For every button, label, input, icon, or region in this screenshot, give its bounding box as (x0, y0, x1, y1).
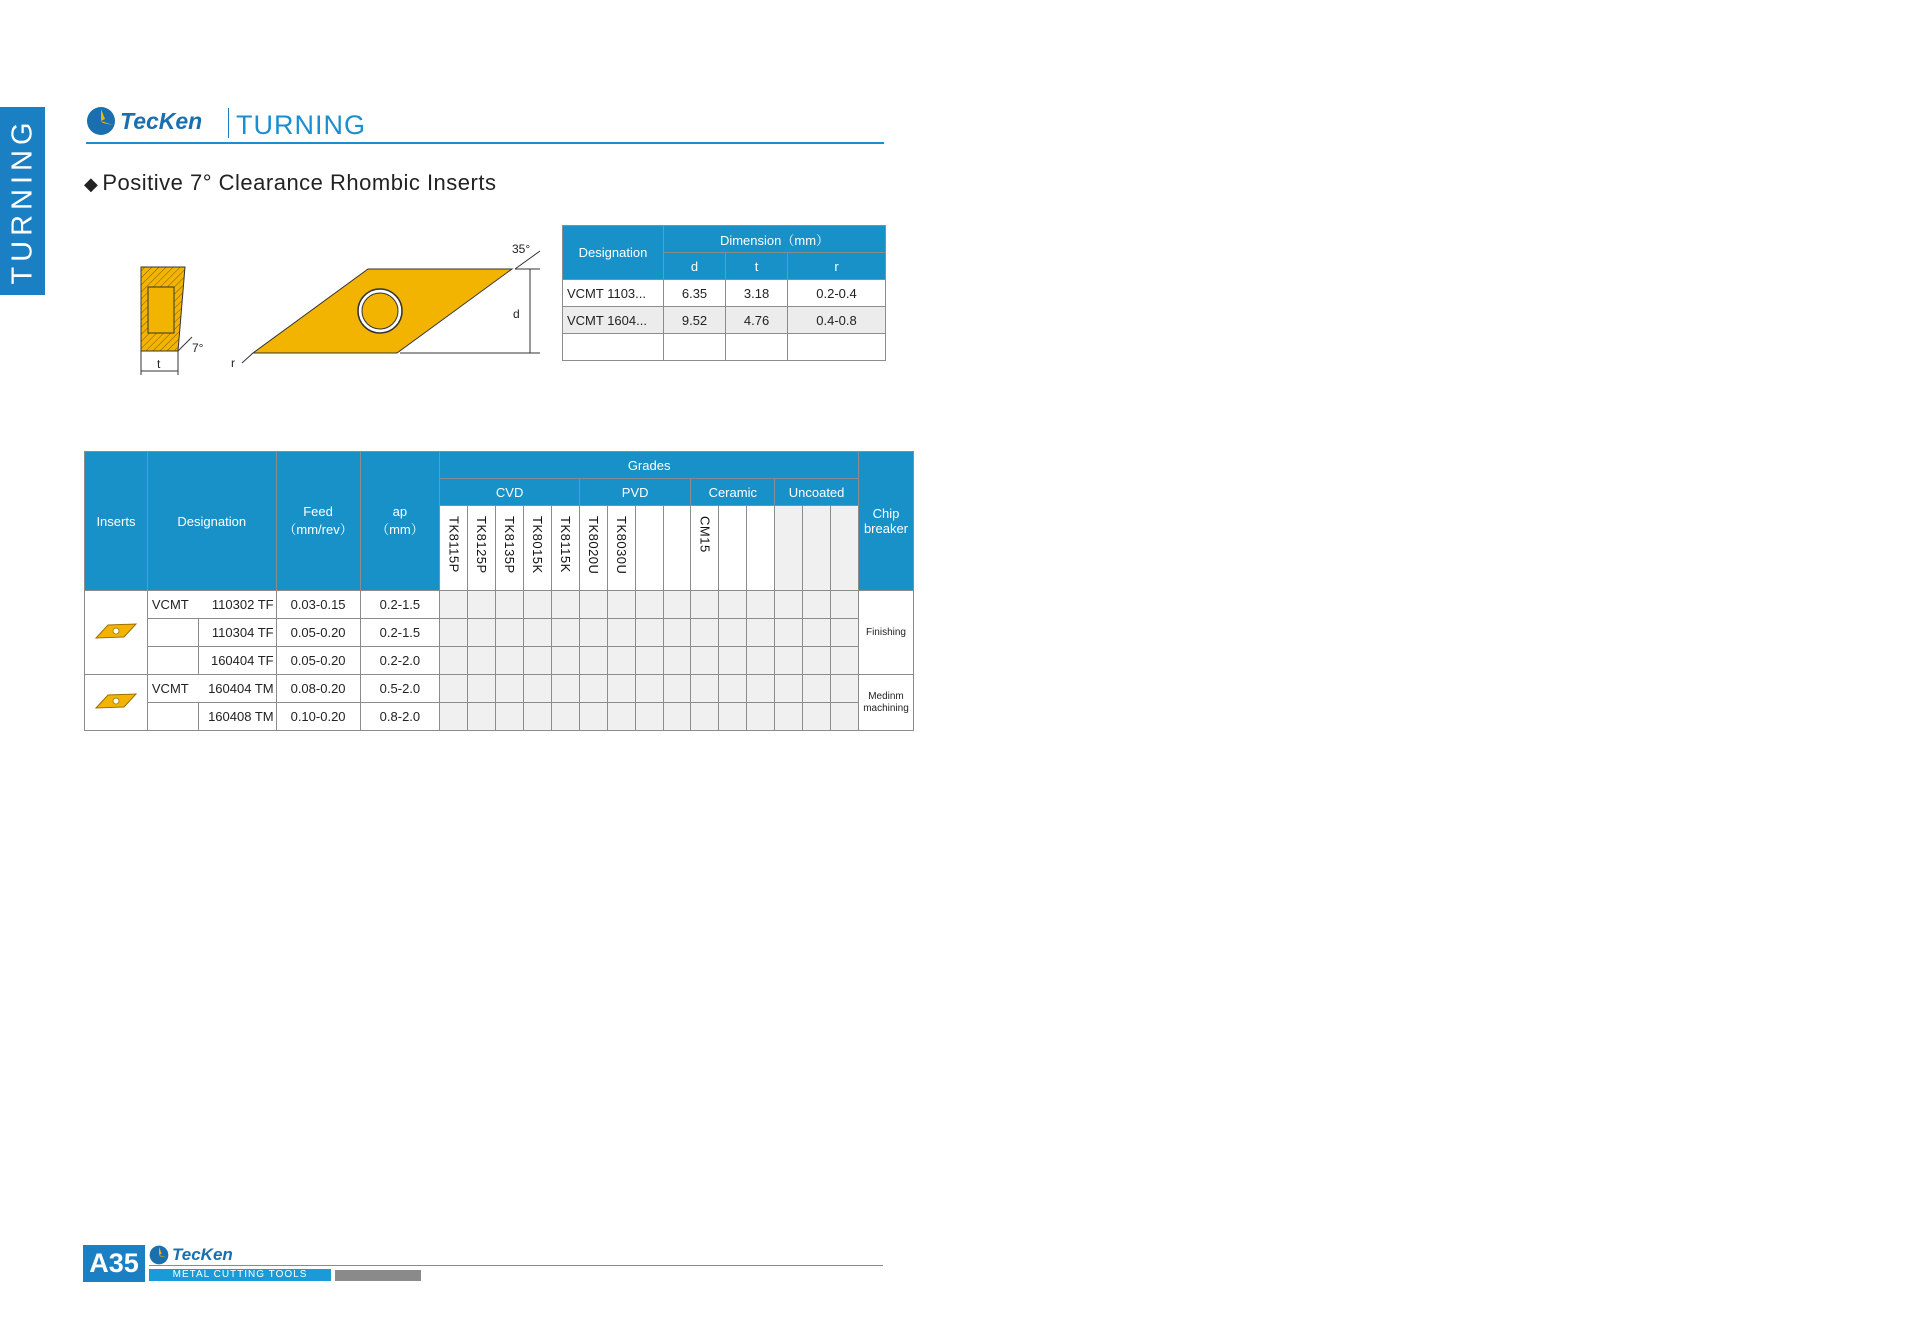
grade-header: TK8015K (524, 506, 552, 591)
grade-cell (663, 591, 691, 619)
grade-cell (775, 675, 803, 703)
grade-cell (691, 647, 719, 675)
grade-header (831, 506, 859, 591)
series-cell (147, 619, 198, 647)
ap-label: ap (392, 504, 408, 519)
grade-cell (747, 647, 775, 675)
col-ap-header (360, 452, 440, 591)
grade-cell (607, 619, 635, 647)
grade-cell (719, 703, 747, 731)
footer-gray-bar (335, 1270, 421, 1281)
grade-cell (831, 647, 859, 675)
grade-header: TK8020U (579, 506, 607, 591)
dimension-table (562, 225, 886, 361)
grade-header: TK8135P (496, 506, 524, 591)
grade-cell (803, 647, 831, 675)
insert-thumbnail-icon (93, 621, 139, 641)
side-tab (0, 107, 45, 295)
brand-name: TecKen (120, 108, 203, 134)
table-row (85, 591, 914, 619)
side-tab-label: TURNING (6, 117, 38, 285)
table-row (563, 334, 886, 361)
grade-cell (496, 703, 524, 731)
designation-cell: 160404 TM (198, 675, 276, 703)
grade-cell (468, 591, 496, 619)
dim-cell: 3.18 (726, 280, 788, 307)
grade-cell (803, 703, 831, 731)
grade-cell (552, 703, 580, 731)
designation-cell: 160404 TF (198, 647, 276, 675)
grades-header: Grades (440, 452, 859, 479)
grade-cell (496, 647, 524, 675)
grade-cell (552, 591, 580, 619)
col-feed-header (276, 452, 360, 591)
insert-image (85, 591, 148, 675)
grade-cell (552, 675, 580, 703)
grade-cell (607, 675, 635, 703)
feed-cell: 0.03-0.15 (276, 591, 360, 619)
col-inserts-header: Inserts (85, 452, 148, 591)
grade-cell (579, 591, 607, 619)
insert-image (85, 675, 148, 731)
grade-cell (775, 591, 803, 619)
designation-cell: 160408 TM (198, 703, 276, 731)
grade-cell (607, 647, 635, 675)
grade-header (747, 506, 775, 591)
feed-cell: 0.05-0.20 (276, 619, 360, 647)
grade-cell (691, 591, 719, 619)
grade-cell (552, 647, 580, 675)
dim-designation-header: Designation (563, 226, 664, 280)
grade-cell (719, 591, 747, 619)
table-row (85, 675, 914, 703)
group-cvd: CVD (440, 479, 580, 506)
grade-cell (775, 619, 803, 647)
label-t: t (157, 357, 161, 371)
insert-thumbnail-icon (93, 691, 139, 711)
page-title (84, 170, 496, 196)
dim-col-d: d (664, 253, 726, 280)
grade-cell (775, 703, 803, 731)
grade-cell (496, 591, 524, 619)
diamond-bullet-icon: ◆ (84, 174, 99, 194)
section-title: TURNING (236, 110, 366, 140)
label-r: r (231, 356, 235, 370)
series-cell: VCMT (147, 675, 198, 703)
grade-cell (635, 675, 663, 703)
header-divider (228, 108, 229, 138)
label-35-degree: 35° (512, 242, 531, 256)
dim-cell: VCMT 1103... (563, 280, 664, 307)
grade-cell (747, 619, 775, 647)
col-designation-header: Designation (147, 452, 276, 591)
grade-header: TK8125P (468, 506, 496, 591)
grade-cell (803, 619, 831, 647)
feed-cell: 0.05-0.20 (276, 647, 360, 675)
dim-dimension-header: Dimension（mm） (664, 226, 886, 253)
designation-cell: 110304 TF (198, 619, 276, 647)
brand-logo-icon (86, 106, 116, 136)
grade-cell (635, 619, 663, 647)
dim-cell: 6.35 (664, 280, 726, 307)
dim-cell (664, 334, 726, 361)
grade-cell (607, 591, 635, 619)
header-rule (86, 142, 884, 144)
grade-cell (524, 703, 552, 731)
designation-cell: 110302 TF (198, 591, 276, 619)
grade-cell (468, 647, 496, 675)
insert-side-view (141, 267, 204, 375)
col-chip-header: Chip breaker (858, 452, 913, 591)
grades-table (84, 451, 914, 731)
grade-cell (579, 619, 607, 647)
footer-logo-icon (149, 1245, 169, 1265)
dim-cell: VCMT 1604... (563, 307, 664, 334)
insert-diagram (130, 225, 550, 385)
grade-cell (440, 619, 468, 647)
grade-cell (775, 647, 803, 675)
grade-header (635, 506, 663, 591)
dim-cell (726, 334, 788, 361)
ap-cell: 0.2-2.0 (360, 647, 440, 675)
grade-cell (691, 675, 719, 703)
ap-cell: 0.5-2.0 (360, 675, 440, 703)
grade-cell (831, 703, 859, 731)
chip-breaker-cell: Medinm machining (858, 675, 913, 731)
grade-cell (747, 703, 775, 731)
feed-cell: 0.08-0.20 (276, 675, 360, 703)
group-uncoated: Uncoated (775, 479, 859, 506)
page-title-text: Positive 7° Clearance Rhombic Inserts (102, 170, 497, 195)
grade-header (663, 506, 691, 591)
dim-cell: 9.52 (664, 307, 726, 334)
insert-top-view (231, 242, 540, 370)
ap-cell: 0.2-1.5 (360, 619, 440, 647)
feed-cell: 0.10-0.20 (276, 703, 360, 731)
grade-cell (803, 591, 831, 619)
grade-cell (468, 703, 496, 731)
grade-cell (607, 703, 635, 731)
table-row (85, 647, 914, 675)
grade-cell (635, 703, 663, 731)
grade-cell (468, 675, 496, 703)
grade-header (775, 506, 803, 591)
grade-header (803, 506, 831, 591)
grade-cell (524, 647, 552, 675)
grade-header: TK8030U (607, 506, 635, 591)
label-d: d (513, 307, 520, 321)
grade-cell (468, 619, 496, 647)
dim-col-r: r (788, 253, 886, 280)
grade-cell (579, 647, 607, 675)
ap-cell: 0.8-2.0 (360, 703, 440, 731)
series-cell (147, 703, 198, 731)
grade-cell (719, 647, 747, 675)
grade-cell (803, 675, 831, 703)
grade-header: TK8115K (552, 506, 580, 591)
dim-col-t: t (726, 253, 788, 280)
group-ceramic: Ceramic (691, 479, 775, 506)
grade-cell (440, 675, 468, 703)
page-number: A35 (83, 1245, 145, 1282)
grade-header: CM15 (691, 506, 719, 591)
grade-cell (635, 647, 663, 675)
grade-cell (524, 619, 552, 647)
grade-cell (440, 703, 468, 731)
grade-cell (747, 675, 775, 703)
dim-cell: 0.4-0.8 (788, 307, 886, 334)
grade-cell (719, 619, 747, 647)
ap-unit: （mm） (376, 522, 424, 537)
grade-cell (831, 675, 859, 703)
ap-cell: 0.2-1.5 (360, 591, 440, 619)
grade-cell (440, 647, 468, 675)
table-row (563, 307, 886, 334)
dim-cell: 0.2-0.4 (788, 280, 886, 307)
footer-rule (149, 1265, 883, 1266)
grade-cell (691, 619, 719, 647)
series-cell: VCMT (147, 591, 198, 619)
grade-cell (496, 619, 524, 647)
grade-cell (831, 591, 859, 619)
table-row (85, 703, 914, 731)
grade-cell (635, 591, 663, 619)
chip-breaker-cell: Finishing (858, 591, 913, 675)
dim-cell (788, 334, 886, 361)
grade-cell (552, 619, 580, 647)
table-row (563, 280, 886, 307)
grade-header: TK8115P (440, 506, 468, 591)
footer-tagline: METAL CUTTING TOOLS (149, 1269, 331, 1281)
footer-brand: TecKen (172, 1245, 233, 1264)
series-cell (147, 647, 198, 675)
label-7-degree: 7° (192, 341, 204, 355)
grade-cell (663, 647, 691, 675)
grade-cell (747, 591, 775, 619)
grade-cell (663, 703, 691, 731)
grade-cell (440, 591, 468, 619)
grade-cell (663, 675, 691, 703)
grade-cell (579, 703, 607, 731)
group-pvd: PVD (579, 479, 690, 506)
grade-cell (663, 619, 691, 647)
grade-cell (691, 703, 719, 731)
grade-cell (719, 675, 747, 703)
grade-header (719, 506, 747, 591)
table-row (85, 619, 914, 647)
grade-cell (524, 675, 552, 703)
dim-cell (563, 334, 664, 361)
dim-cell: 4.76 (726, 307, 788, 334)
grade-cell (831, 619, 859, 647)
grade-cell (524, 591, 552, 619)
grade-cell (579, 675, 607, 703)
feed-unit: （mm/rev） (283, 522, 353, 537)
page-footer (83, 1245, 883, 1285)
grades-body (85, 591, 914, 731)
page-header (86, 104, 884, 144)
feed-label: Feed (303, 504, 333, 519)
grade-cell (496, 675, 524, 703)
